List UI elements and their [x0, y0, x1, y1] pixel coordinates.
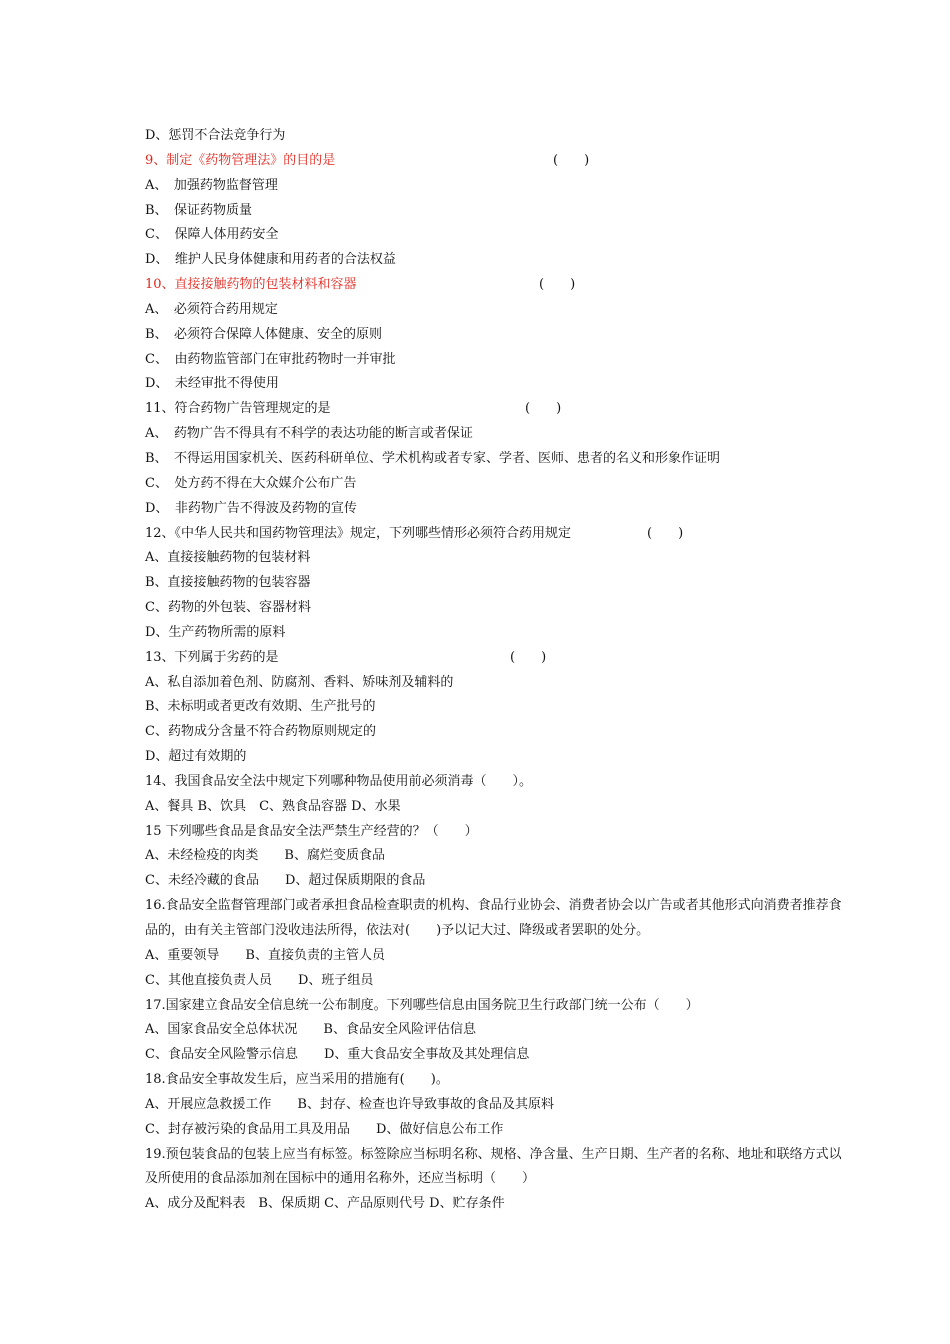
line-text: A、私自添加着色剂、防腐剂、香料、矫味剂及辅料的	[145, 674, 454, 690]
line-text: C、其他直接负责人员 D、班子组员	[145, 972, 374, 988]
question-list	[145, 124, 850, 1217]
text-line	[145, 969, 850, 994]
text-line	[145, 621, 850, 646]
line-text: 15 下列哪些食品是食品安全法严禁生产经营的？（ ）	[145, 823, 478, 839]
text-line	[145, 522, 850, 547]
line-text: C、 保障人体用药安全	[145, 227, 279, 243]
text-line	[145, 1068, 850, 1093]
line-text: A、未经检疫的肉类 B、腐烂变质食品	[145, 848, 385, 864]
answer-blank: ( )	[525, 401, 562, 417]
text-line	[145, 571, 850, 596]
line-text: 9、制定《药物管理法》的目的是	[145, 152, 336, 168]
answer-blank: ( )	[539, 277, 576, 293]
line-text: B、 必须符合保障人体健康、安全的原则	[145, 326, 383, 342]
text-line	[145, 1192, 850, 1217]
line-text: C、药物的外包装、容器材料	[145, 600, 311, 616]
line-text: C、封存被污染的食品用工具及用品 D、做好信息公布工作	[145, 1121, 504, 1137]
text-line	[145, 646, 850, 671]
line-text: C、 由药物监管部门在审批药物时一并审批	[145, 351, 396, 367]
text-line	[145, 820, 850, 845]
text-line	[145, 795, 850, 820]
line-text: A、餐具 B、饮具 C、熟食品容器 D、水果	[145, 798, 401, 814]
text-line	[145, 472, 850, 497]
line-text: 10、直接接触药物的包装材料和容器	[145, 277, 357, 293]
answer-blank: ( )	[553, 152, 590, 168]
text-line	[145, 248, 850, 273]
text-line	[145, 720, 850, 745]
text-line	[145, 596, 850, 621]
line-text: D、 未经审批不得使用	[145, 376, 279, 392]
line-text: A、重要领导 B、直接负责的主管人员	[145, 947, 385, 963]
line-text: A、 加强药物监督管理	[145, 177, 278, 193]
text-line	[145, 994, 850, 1019]
line-text: 16.食品安全监督管理部门或者承担食品检查职责的机构、食品行业协会、消费者协会以广告或者其他形式向消费者推荐食品的，由有关主管部门没收违法所得，依法对( )予以记大过、降级或者罢职的处分。	[145, 898, 842, 938]
text-line	[145, 497, 850, 522]
text-line	[145, 199, 850, 224]
line-text: A、国家食品安全总体状况 B、食品安全风险评估信息	[145, 1022, 476, 1038]
line-text: A、开展应急救援工作 B、封存、检查也许导致事故的食品及其原料	[145, 1096, 554, 1112]
line-text: B、 不得运用国家机关、医药科研单位、学术机构或者专家、学者、医师、患者的名义和形象作证明	[145, 450, 721, 466]
line-text: C、药物成分含量不符合药物原则规定的	[145, 724, 376, 740]
line-text: B、直接接触药物的包装容器	[145, 575, 311, 591]
text-line	[145, 1043, 850, 1068]
text-line	[145, 1093, 850, 1118]
answer-blank: ( )	[510, 649, 547, 665]
question-text	[145, 894, 850, 944]
text-line	[145, 1018, 850, 1043]
line-text: 18.食品安全事故发生后，应当采用的措施有( )。	[145, 1072, 449, 1088]
text-line	[145, 397, 850, 422]
text-line	[145, 944, 850, 969]
line-text: B、未标明或者更改有效期、生产批号的	[145, 699, 376, 715]
line-text: D、超过有效期的	[145, 749, 247, 765]
text-line	[145, 273, 850, 298]
line-text: 12、《中华人民共和国药物管理法》规定，下列哪些情形必须符合药用规定	[145, 525, 572, 541]
text-line	[145, 124, 850, 149]
text-line	[145, 372, 850, 397]
text-line	[145, 869, 850, 894]
line-text: 13、下列属于劣药的是	[145, 649, 279, 665]
line-text: D、生产药物所需的原料	[145, 624, 286, 640]
line-text: C、未经冷藏的食品 D、超过保质期限的食品	[145, 873, 426, 889]
text-line	[145, 348, 850, 373]
line-text: 11、符合药物广告管理规定的是	[145, 401, 331, 417]
text-line	[145, 695, 850, 720]
question-text	[145, 1143, 850, 1193]
text-line	[145, 174, 850, 199]
text-line	[145, 844, 850, 869]
line-text: C、 处方药不得在大众媒介公布广告	[145, 475, 357, 491]
line-text: D、 非药物广告不得波及药物的宣传	[145, 500, 357, 516]
line-text: C、食品安全风险警示信息 D、重大食品安全事故及其处理信息	[145, 1047, 530, 1063]
line-text: 17.国家建立食品安全信息统一公布制度。下列哪些信息由国务院卫生行政部门统一公布（ ）	[145, 997, 699, 1013]
line-text: B、 保证药物质量	[145, 202, 253, 218]
text-line	[145, 323, 850, 348]
line-text: D、惩罚不合法竞争行为	[145, 128, 286, 143]
line-text: 14、我国食品安全法中规定下列哪种物品使用前必须消毒（ ）。	[145, 773, 533, 789]
text-line	[145, 223, 850, 248]
answer-blank: ( )	[647, 525, 684, 541]
text-line	[145, 298, 850, 323]
line-text: 19.预包装食品的包装上应当有标签。标签除应当标明名称、规格、净含量、生产日期、生产者的名称、地址和联络方式以及所使用的食品添加剂在国标中的通用名称外，还应当标明（ ）	[145, 1146, 842, 1187]
text-line	[145, 149, 850, 174]
line-text: A、 药物广告不得具有不科学的表达功能的断言或者保证	[145, 426, 473, 442]
line-text: A、 必须符合药用规定	[145, 301, 278, 317]
line-text: D、 维护人民身体健康和用药者的合法权益	[145, 252, 396, 268]
text-line	[145, 770, 850, 795]
line-text: A、直接接触药物的包装材料	[145, 550, 311, 566]
text-line	[145, 422, 850, 447]
text-line	[145, 447, 850, 472]
line-text: A、成分及配料表 B、保质期 C、产品原则代号 D、贮存条件	[145, 1196, 505, 1212]
text-line	[145, 671, 850, 696]
text-line	[145, 1118, 850, 1143]
text-line	[145, 546, 850, 571]
text-line	[145, 745, 850, 770]
